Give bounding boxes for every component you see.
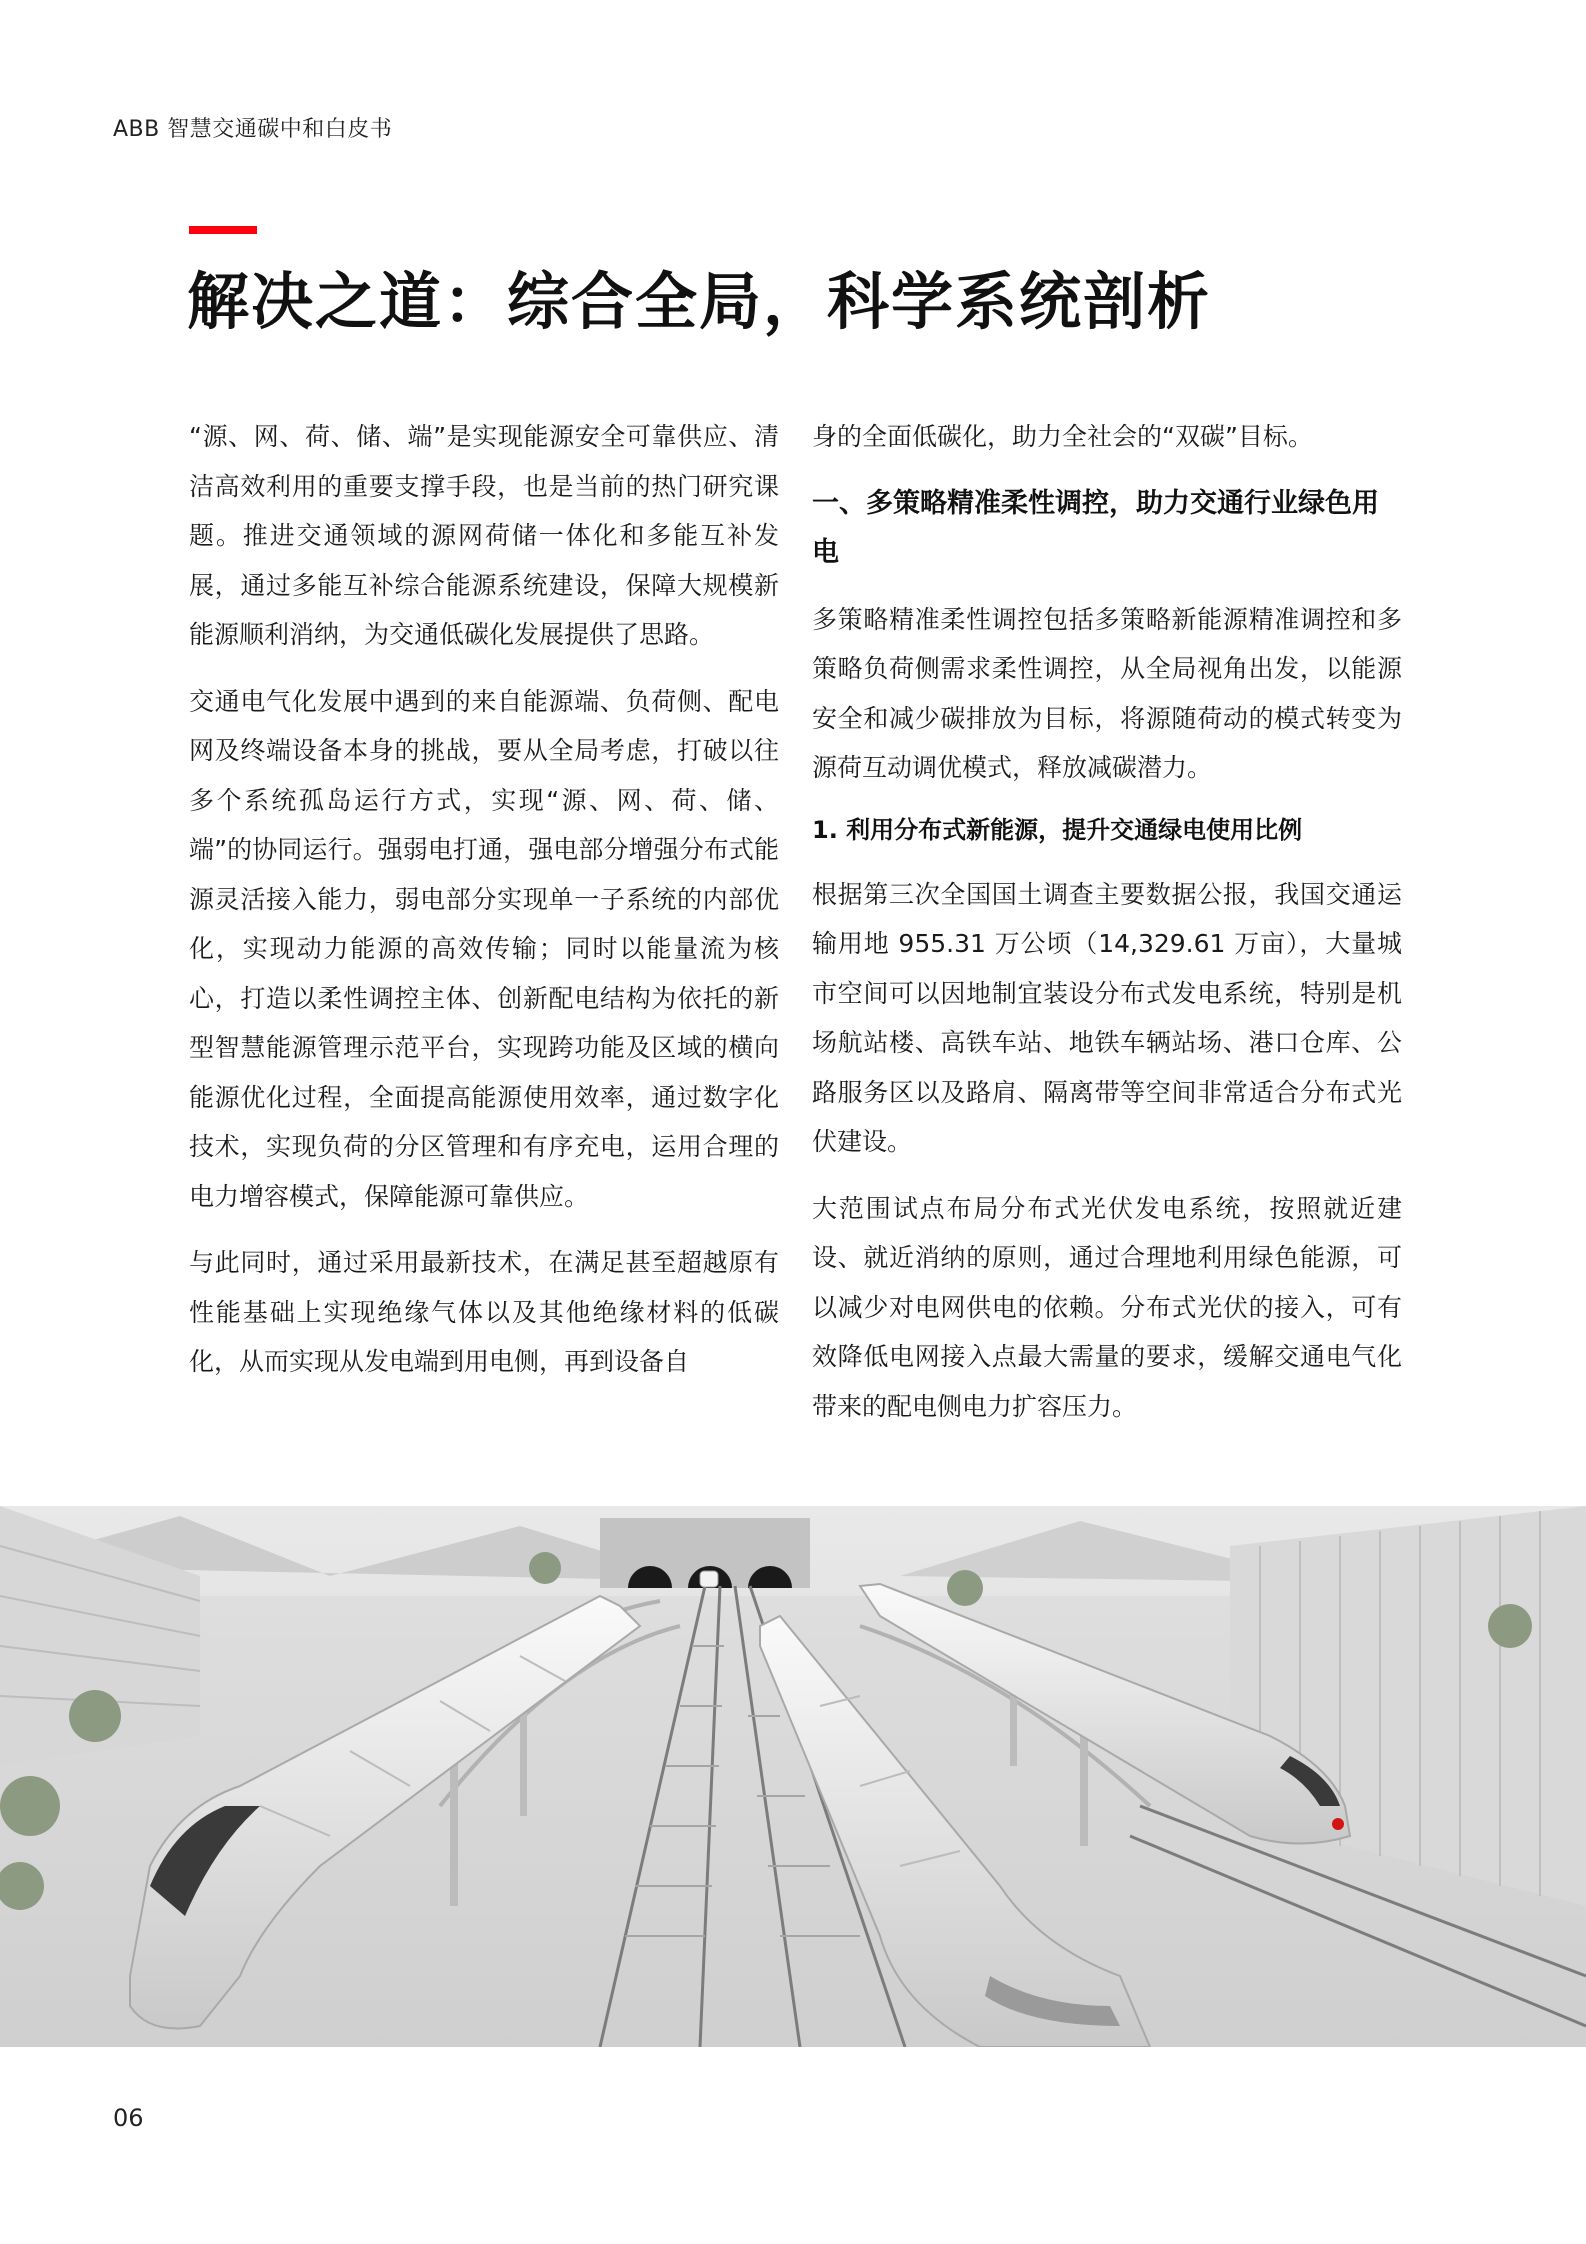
subsection-heading: 1. 利用分布式新能源，提升交通绿电使用比例	[812, 815, 1303, 844]
left-column	[189, 412, 779, 1404]
document-title: ABB 智慧交通碳中和白皮书	[113, 117, 393, 142]
page-number: 06	[113, 2104, 144, 2132]
right-column	[812, 412, 1402, 1448]
train-station-illustration	[0, 1506, 1586, 2047]
section-title: 解决之道：综合全局，科学系统剖析	[187, 265, 1212, 338]
section-heading: 一、多策略精准柔性调控，助力交通行业绿色用电	[812, 487, 1379, 568]
paragraph: 交通电气化发展中遇到的来自能源端、负荷侧、配电网及终端设备本身的挑战，要从全局考虑，打破以往多个系统孤岛运行方式，实现“源、网、荷、储、端”的协同运行。强弱电打通，强电部分增强分布式能源灵活接入能力，弱电部分实现单一子系统的内部优化，实现动力能源的高效传输；同时以能量流为核心，打造以柔性调控主体、创新配电结构为依托的新型智慧能源管理示范平台，实现跨功能及区域的横向能源优化过程，全面提高能源使用效率，通过数字化技术，实现负荷的分区管理和有序充电，运用合理的电力增容模式，保障能源可靠供应。	[189, 686, 779, 1211]
paragraph: 多策略精准柔性调控包括多策略新能源精准调控和多策略负荷侧需求柔性调控，从全局视角出发，以能源安全和减少碳排放为目标，将源随荷动的模式转变为源荷互动调优模式，释放减碳潜力。	[812, 604, 1402, 782]
paragraph: 与此同时，通过采用最新技术，在满足甚至超越原有性能基础上实现绝缘气体以及其他绝缘材料的低碳化，从而实现从发电端到用电侧，再到设备自	[189, 1248, 779, 1376]
paragraph: “源、网、荷、储、端”是实现能源安全可靠供应、清洁高效利用的重要支撑手段，也是当前的热门研究课题。推进交通领域的源网荷储一体化和多能互补发展，通过多能互补综合能源系统建设，保障大规模新能源顺利消纳，为交通低碳化发展提供了思路。	[189, 422, 779, 649]
paragraph-continuation: 身的全面低碳化，助力全社会的“双碳”目标。	[812, 422, 1313, 451]
accent-bar	[189, 226, 257, 234]
paragraph: 根据第三次全国国土调查主要数据公报，我国交通运输用地 955.31 万公顷（14,329.61 万亩），大量城市空间可以因地制宜装设分布式发电系统，特别是机场航站楼、高铁车站、地铁车辆站场、港口仓库、公路服务区以及路肩、隔离带等空间非常适合分布式光伏建设。	[812, 879, 1402, 1156]
paragraph: 大范围试点布局分布式光伏发电系统，按照就近建设、就近消纳的原则，通过合理地利用绿色能源，可以减少对电网供电的依赖。分布式光伏的接入，可有效降低电网接入点最大需量的要求，缓解交通电气化带来的配电侧电力扩容压力。	[812, 1193, 1402, 1421]
